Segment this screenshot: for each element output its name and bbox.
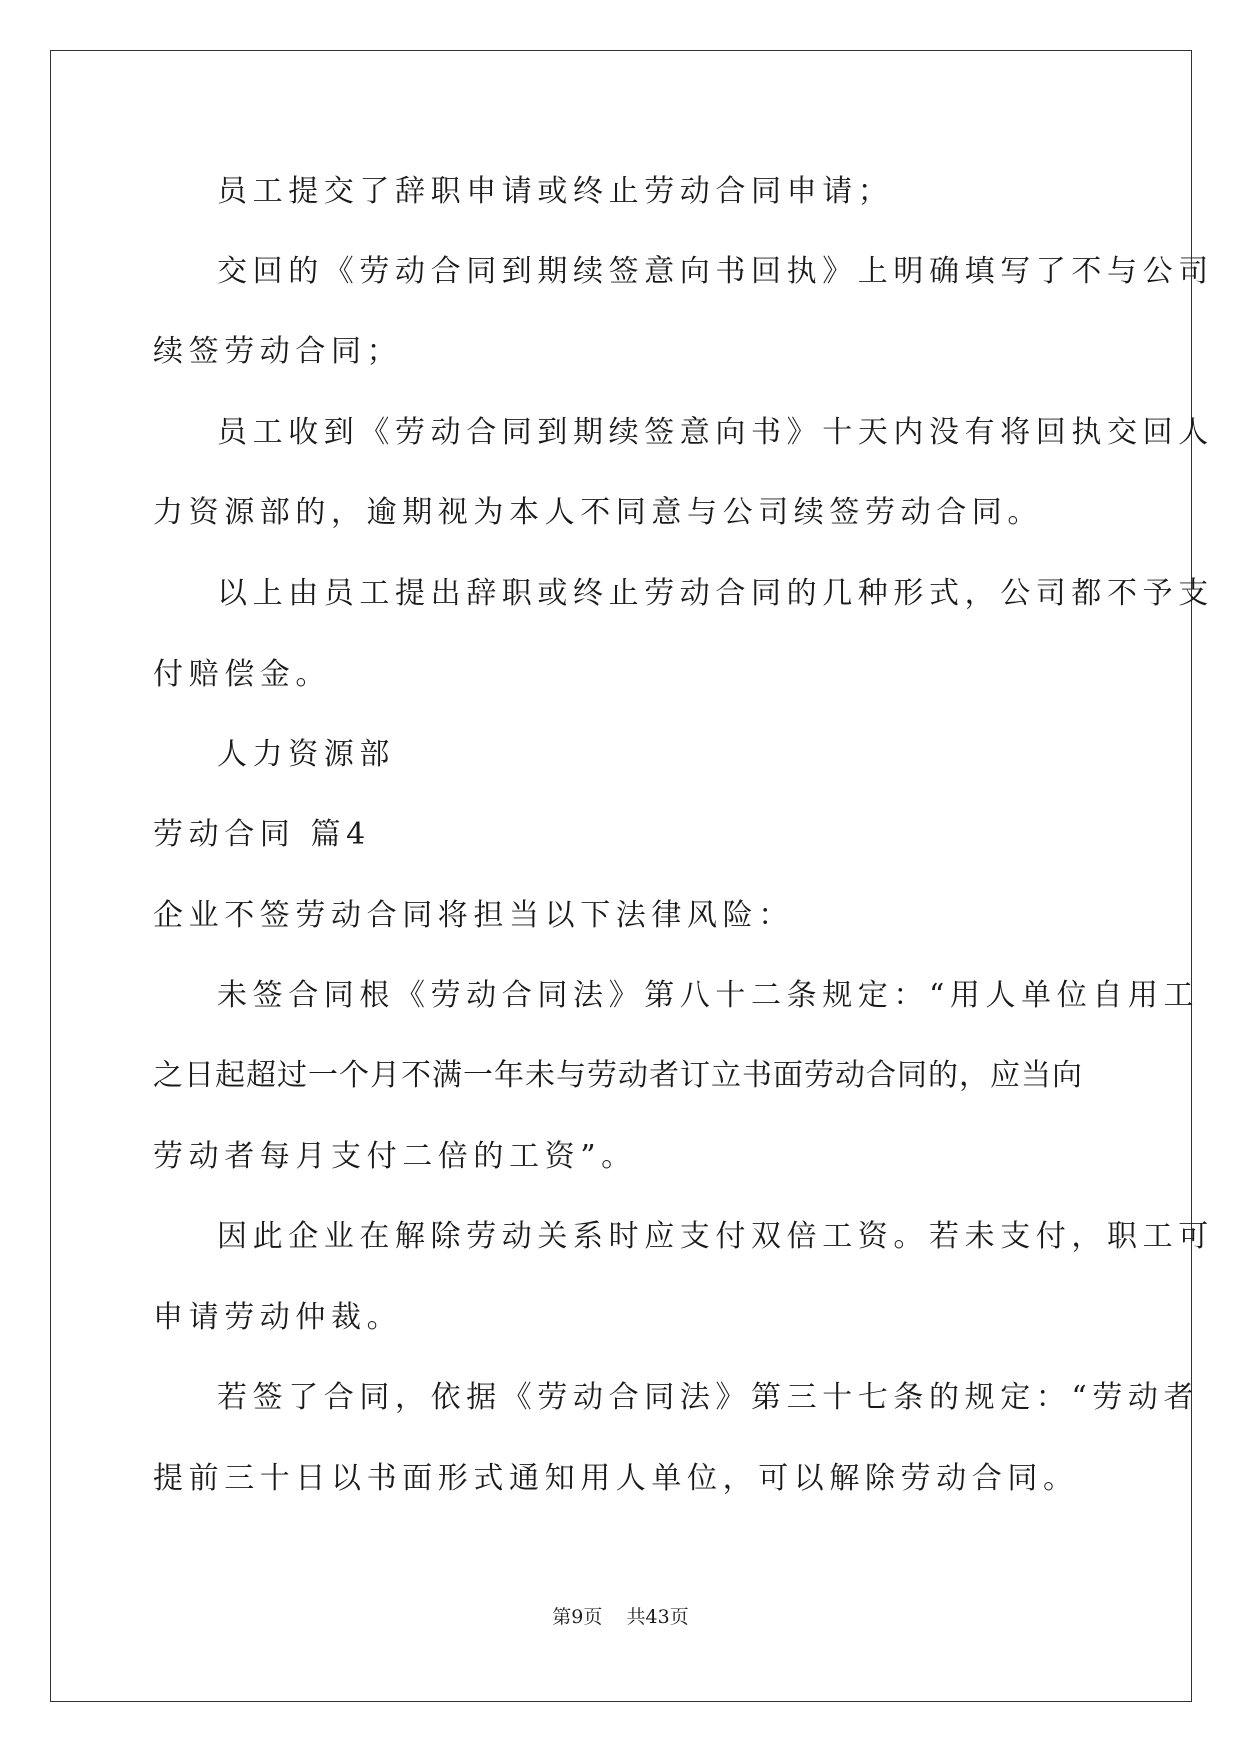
page-suffix: 页	[583, 1606, 603, 1628]
page-prefix: 第	[552, 1606, 572, 1628]
paragraph-line: 交回的《劳动合同到期续签意向书回执》上明确填写了不与公司	[217, 254, 1214, 289]
paragraph-line: 若签了合同，依据《劳动合同法》第三十七条的规定：“劳动者	[217, 1380, 1200, 1415]
paragraph-line: 企业不签劳动合同将担当以下法律风险：	[153, 898, 794, 933]
page-footer	[0, 1604, 1241, 1630]
paragraph-line: 续签劳动合同；	[153, 334, 403, 369]
paragraph-line: 以上由员工提出辞职或终止劳动合同的几种形式，公司都不予支	[217, 576, 1214, 611]
signature-line: 人力资源部	[217, 737, 395, 772]
paragraph-line: 员工收到《劳动合同到期续签意向书》十天内没有将回执交回人	[217, 415, 1214, 450]
paragraph-line: 之日起超过一个月不满一年未与劳动者订立书面劳动合同的，应当向	[153, 1058, 1083, 1093]
paragraph-line: 付赔偿金。	[153, 657, 331, 692]
total-pages: 43	[645, 1606, 670, 1628]
paragraph-line: 未签合同根《劳动合同法》第八十二条规定：“用人单位自用工	[217, 978, 1200, 1013]
paragraph-line: 员工提交了辞职申请或终止劳动合同申请；	[217, 174, 894, 209]
paragraph-line: 力资源部的，逾期视为本人不同意与公司续签劳动合同。	[153, 495, 1043, 530]
page-frame	[50, 50, 1214, 1702]
total-prefix: 共	[626, 1606, 646, 1628]
section-heading: 劳动合同 篇4	[153, 817, 371, 852]
paragraph-line: 申请劳动仲裁。	[153, 1300, 403, 1335]
page-number: 9	[571, 1606, 584, 1628]
paragraph-line: 劳动者每月支付二倍的工资”。	[153, 1139, 637, 1174]
paragraph-line: 因此企业在解除劳动关系时应支付双倍工资。若未支付，职工可	[217, 1219, 1214, 1254]
total-suffix: 页	[669, 1606, 689, 1628]
paragraph-line: 提前三十日以书面形式通知用人单位，可以解除劳动合同。	[153, 1461, 1079, 1496]
